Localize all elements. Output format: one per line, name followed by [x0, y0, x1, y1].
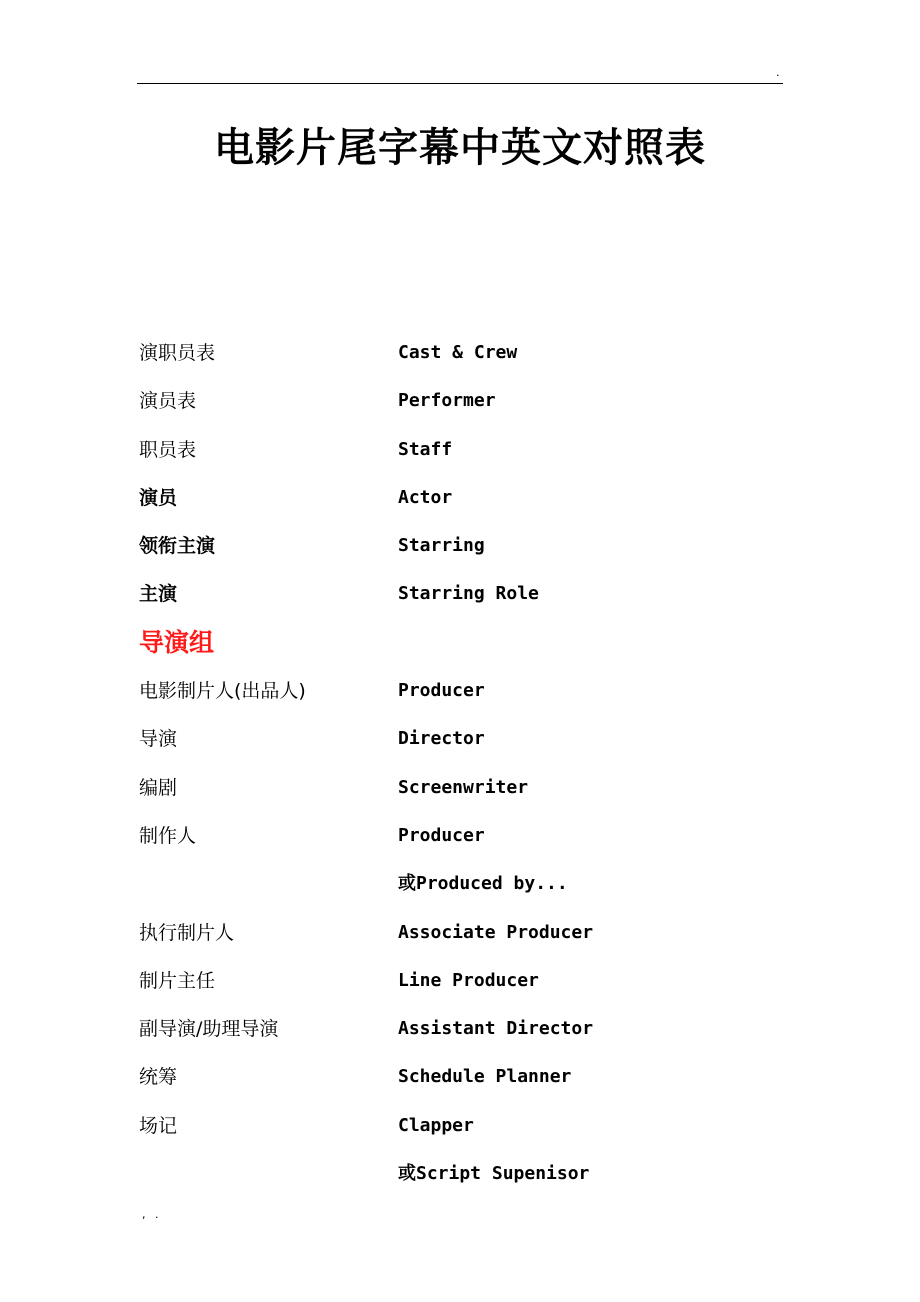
header-corner-mark: .: [776, 66, 780, 79]
glossary-row: [0, 667, 920, 715]
glossary-row: [0, 860, 920, 908]
english-term: Performer: [398, 390, 496, 412]
glossary-row: [0, 957, 920, 1005]
glossary-row: [0, 909, 920, 957]
english-term: Starring Role: [398, 583, 539, 605]
english-term: Clapper: [398, 1114, 474, 1136]
chinese-term: 统筹: [139, 1066, 178, 1089]
english-term: Staff: [398, 438, 453, 460]
english-term: 或Produced by...: [398, 873, 568, 895]
english-term: Cast & Crew: [398, 342, 518, 363]
chinese-term: 演员: [139, 486, 178, 509]
chinese-term: 主演: [139, 583, 178, 606]
footer-mark: , .: [142, 1208, 162, 1221]
english-term: Screenwriter: [398, 776, 529, 798]
glossary-row: [0, 474, 920, 522]
section-heading-row: [0, 619, 920, 667]
glossary-row: [0, 426, 920, 474]
chinese-term: 领衔主演: [139, 535, 216, 558]
english-term: Producer: [398, 680, 485, 702]
english-term: 或Script Supenisor: [398, 1163, 590, 1185]
english-term: Associate Producer: [398, 921, 594, 943]
glossary-row: [0, 812, 920, 860]
glossary-row: [0, 715, 920, 763]
english-term: Starring: [398, 535, 485, 557]
chinese-term: 编剧: [139, 776, 178, 799]
chinese-term: 执行制片人: [139, 921, 235, 944]
section-heading: 导演组: [139, 627, 215, 657]
glossary-row: [0, 1102, 920, 1150]
english-term: Schedule Planner: [398, 1066, 572, 1088]
chinese-term: 制作人: [139, 824, 197, 847]
glossary-row: [0, 377, 920, 425]
chinese-term: 演职员表: [139, 342, 216, 364]
glossary-row: [0, 1053, 920, 1101]
english-term: Assistant Director: [398, 1018, 594, 1040]
header-rule: [137, 83, 783, 84]
chinese-term: 演员表: [139, 390, 197, 413]
chinese-term: 导演: [139, 728, 178, 751]
chinese-term: 场记: [139, 1114, 178, 1137]
english-term: Producer: [398, 824, 485, 846]
glossary-row: [0, 764, 920, 812]
glossary-row: [0, 570, 920, 618]
glossary-row: [0, 329, 920, 377]
glossary-row: [0, 522, 920, 570]
english-term: Line Producer: [398, 969, 539, 991]
chinese-term: 职员表: [139, 438, 197, 461]
chinese-term: 制片主任: [139, 969, 216, 992]
glossary-list: [0, 329, 920, 1198]
glossary-row: [0, 1150, 920, 1198]
page-title: 电影片尾字幕中英文对照表: [214, 125, 706, 171]
english-term: Actor: [398, 486, 453, 508]
chinese-term: 副导演/助理导演: [139, 1018, 279, 1041]
glossary-row: [0, 1005, 920, 1053]
english-term: Director: [398, 728, 485, 750]
chinese-term: 电影制片人(出品人): [139, 680, 306, 703]
